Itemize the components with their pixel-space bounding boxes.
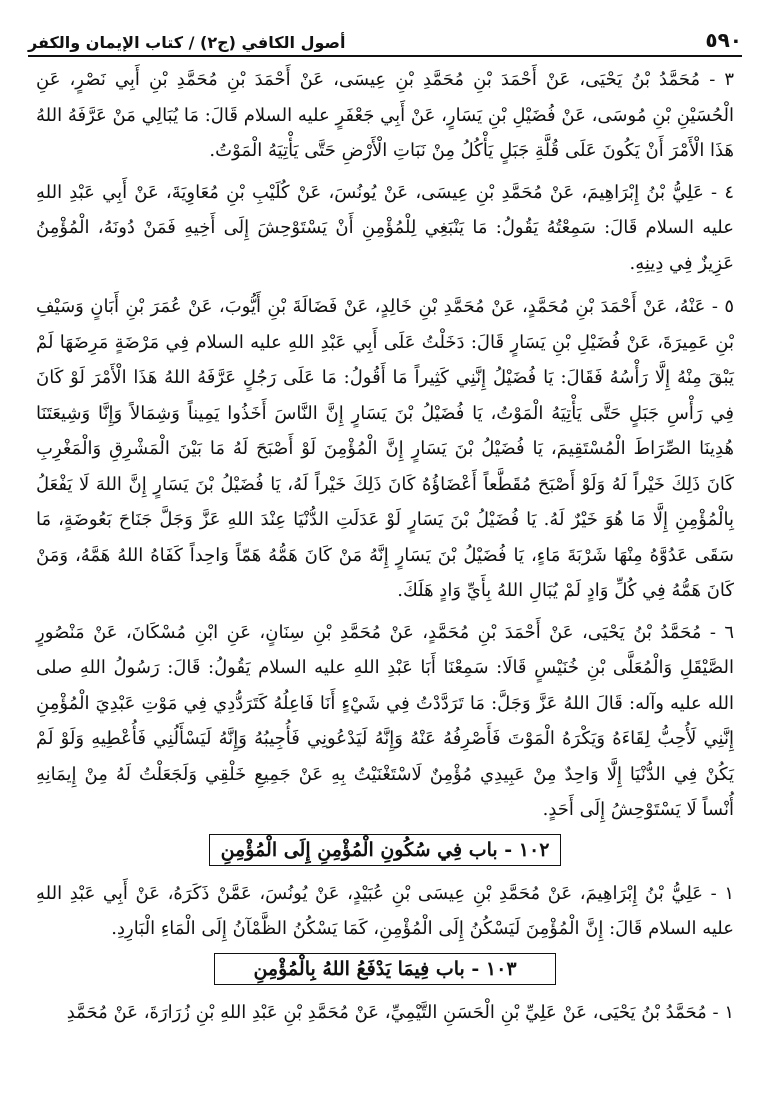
- running-title: أصول الكافي (ج٢) / كتاب الإيمان والكفر: [28, 33, 346, 52]
- page-header: [28, 18, 742, 57]
- hadith-5: ٥ - عَنْهُ، عَنْ أَحْمَدَ بْنِ مُحَمَّدٍ، عَنْ مُحَمَّدِ بْنِ خَالِدٍ، عَنْ فَضَالَةَ بْنِ أَيُّوبَ، عَنْ عُمَرَ بْنِ أَبَانٍ وَسَيْفِ بْنِ عَمِيرَةَ، عَنْ فُضَيْلِ بْنِ يَسَارٍ قَالَ: دَخَلْتُ عَلَى أَبِي عَبْدِ اللهِ عليه السلام فِي مَرْضَةٍ مَرِضَهَا لَمْ يَبْقَ مِنْهُ إِلَّا رَأْسُهُ فَقَالَ: يَا فُضَيْلُ إِنَّنِي كَثِيراً مَا أَقُولُ: مَا عَلَى رَجُلٍ عَرَّفَهُ اللهُ هَذَا الْأَمْرَ لَوْ كَانَ فِي رَأْسِ جَبَلٍ حَتَّى يَأْتِيَهُ الْمَوْتُ، يَا فُضَيْلُ بْنَ يَسَارٍ إِنَّ النَّاسَ أَخَذُوا يَمِيناً وَشِمَالاً وَإِنَّا وَشِيعَتَنَا هُدِينَا الصِّرَاطَ الْمُسْتَقِيمَ، يَا فُضَيْلُ بْنَ يَسَارٍ إِنَّ الْمُؤْمِنَ لَوْ أَصْبَحَ لَهُ مَا بَيْنَ الْمَشْرِقِ وَالْمَغْرِبِ كَانَ ذَلِكَ خَيْراً لَهُ وَلَوْ أَصْبَحَ مُقَطَّعاً أَعْضَاؤُهُ كَانَ ذَلِكَ خَيْراً لَهُ، يَا فُضَيْلُ بْنَ يَسَارٍ إِنَّ اللهَ لَا يَفْعَلُ بِالْمُؤْمِنِ إِلَّا مَا هُوَ خَيْرٌ لَهُ. يَا فُضَيْلُ بْنَ يَسَارٍ لَوْ عَدَلَتِ الدُّنْيَا عِنْدَ اللهِ عَزَّ وَجَلَّ جَنَاحَ بَعُوضَةٍ، مَا سَقَى عَدُوَّهُ مِنْهَا شَرْبَةَ مَاءٍ، يَا فُضَيْلُ بْنَ يَسَارٍ إِنَّهُ مَنْ كَانَ هَمُّهُ هَمّاً وَاحِداً كَفَاهُ اللهُ هَمَّهُ، وَمَنْ كَانَ هَمُّهُ فِي كُلِّ وَادٍ لَمْ يُبَالِ اللهُ بِأَيِّ وَادٍ هَلَكَ.: [36, 296, 734, 601]
- page-body: [36, 62, 734, 1036]
- page-number: ٥٩٠: [705, 28, 742, 52]
- hadith-4: ٤ - عَلِيُّ بْنُ إِبْرَاهِيمَ، عَنْ مُحَمَّدِ بْنِ عِيسَى، عَنْ يُونُسَ، عَنْ كُلَيْبِ بْنِ مُعَاوِيَةَ، عَنْ أَبِي عَبْدِ اللهِ عليه السلام قَالَ: سَمِعْتُهُ يَقُولُ: مَا يَنْبَغِي لِلْمُؤْمِنِ أَنْ يَسْتَوْحِشَ إِلَى أَخِيهِ فَمَنْ دُونَهُ، الْمُؤْمِنُ عَزِيزٌ فِي دِينِهِ.: [36, 181, 734, 274]
- hadith-3: ٣ - مُحَمَّدُ بْنُ يَحْيَى، عَنْ أَحْمَدَ بْنِ مُحَمَّدِ بْنِ عِيسَى، عَنْ أَحْمَدَ بْنِ مُحَمَّدِ بْنِ أَبِي نَصْرٍ، عَنِ الْحُسَيْنِ بْنِ مُوسَى، عَنْ فُضَيْلِ بْنِ يَسَارٍ، عَنْ أَبِي جَعْفَرٍ عليه السلام قَالَ: مَا يُبَالِي مَنْ عَرَّفَهُ اللهُ هَذَا الْأَمْرَ أَنْ يَكُونَ عَلَى قُلَّةِ جَبَلٍ يَأْكُلُ مِنْ نَبَاتِ الْأَرْضِ حَتَّى يَأْتِيَهُ الْمَوْتُ.: [36, 69, 734, 161]
- chapter-103-hadith-1: ١ - مُحَمَّدُ بْنُ يَحْيَى، عَنْ عَلِيِّ بْنِ الْحَسَنِ التَّيْمِيِّ، عَنْ مُحَمَّدِ بْنِ عَبْدِ اللهِ بْنِ زُرَارَةَ، عَنْ مُحَمَّدِ: [66, 1001, 734, 1023]
- chapter-102-hadith-1: ١ - عَلِيُّ بْنُ إِبْرَاهِيمَ، عَنْ مُحَمَّدِ بْنِ عِيسَى بْنِ عُبَيْدٍ، عَنْ يُونُسَ، عَمَّنْ ذَكَرَهُ، عَنْ أَبِي عَبْدِ اللهِ عليه السلام قَالَ: إِنَّ الْمُؤْمِنَ لَيَسْكُنُ إِلَى الْمُؤْمِنِ، كَمَا يَسْكُنُ الظَّمْآنُ إِلَى الْمَاءِ الْبَارِدِ.: [36, 882, 734, 939]
- chapter-102-heading: ١٠٢ - باب فِي سُكُونِ الْمُؤْمِنِ إِلَى الْمُؤْمِنِ: [209, 834, 561, 866]
- hadith-6: ٦ - مُحَمَّدُ بْنُ يَحْيَى، عَنْ أَحْمَدَ بْنِ مُحَمَّدٍ، عَنْ مُحَمَّدِ بْنِ سِنَانٍ، عَنِ ابْنِ مُسْكَانَ، عَنْ مَنْصُورٍ الصَّيْقَلِ وَالْمُعَلَّى بْنِ خُنَيْسٍ قَالَا: سَمِعْنَا أَبَا عَبْدِ اللهِ عليه السلام يَقُولُ: قَالَ: رَسُولُ اللهِ صلى الله عليه وآله: قَالَ اللهُ عَزَّ وَجَلَّ: مَا تَرَدَّدْتُ فِي شَيْءٍ أَنَا فَاعِلُهُ كَتَرَدُّدِي فِي مَوْتِ عَبْدِيَ الْمُؤْمِنِ إِنَّنِي لَأُحِبُّ لِقَاءَهُ وَيَكْرَهُ الْمَوْتَ فَأَصْرِفُهُ عَنْهُ وَإِنَّهُ لَيَدْعُونِي فَأُجِيبُهُ وَإِنَّهُ لَيَسْأَلُنِي فَأُعْطِيهِ وَلَوْ لَمْ يَكُنْ فِي الدُّنْيَا إِلَّا وَاحِدٌ مِنْ عَبِيدِي مُؤْمِنٌ لَاسْتَغْنَيْتُ بِهِ عَنْ جَمِيعِ خَلْقِي وَلَجَعَلْتُ لَهُ مِنْ إِيمَانِهِ أُنْساً لَا يَسْتَوْحِشُ إِلَى أَحَدٍ.: [36, 621, 734, 820]
- chapter-103-heading: ١٠٣ - باب فِيمَا يَدْفَعُ اللهُ بِالْمُؤْمِنِ: [214, 953, 556, 985]
